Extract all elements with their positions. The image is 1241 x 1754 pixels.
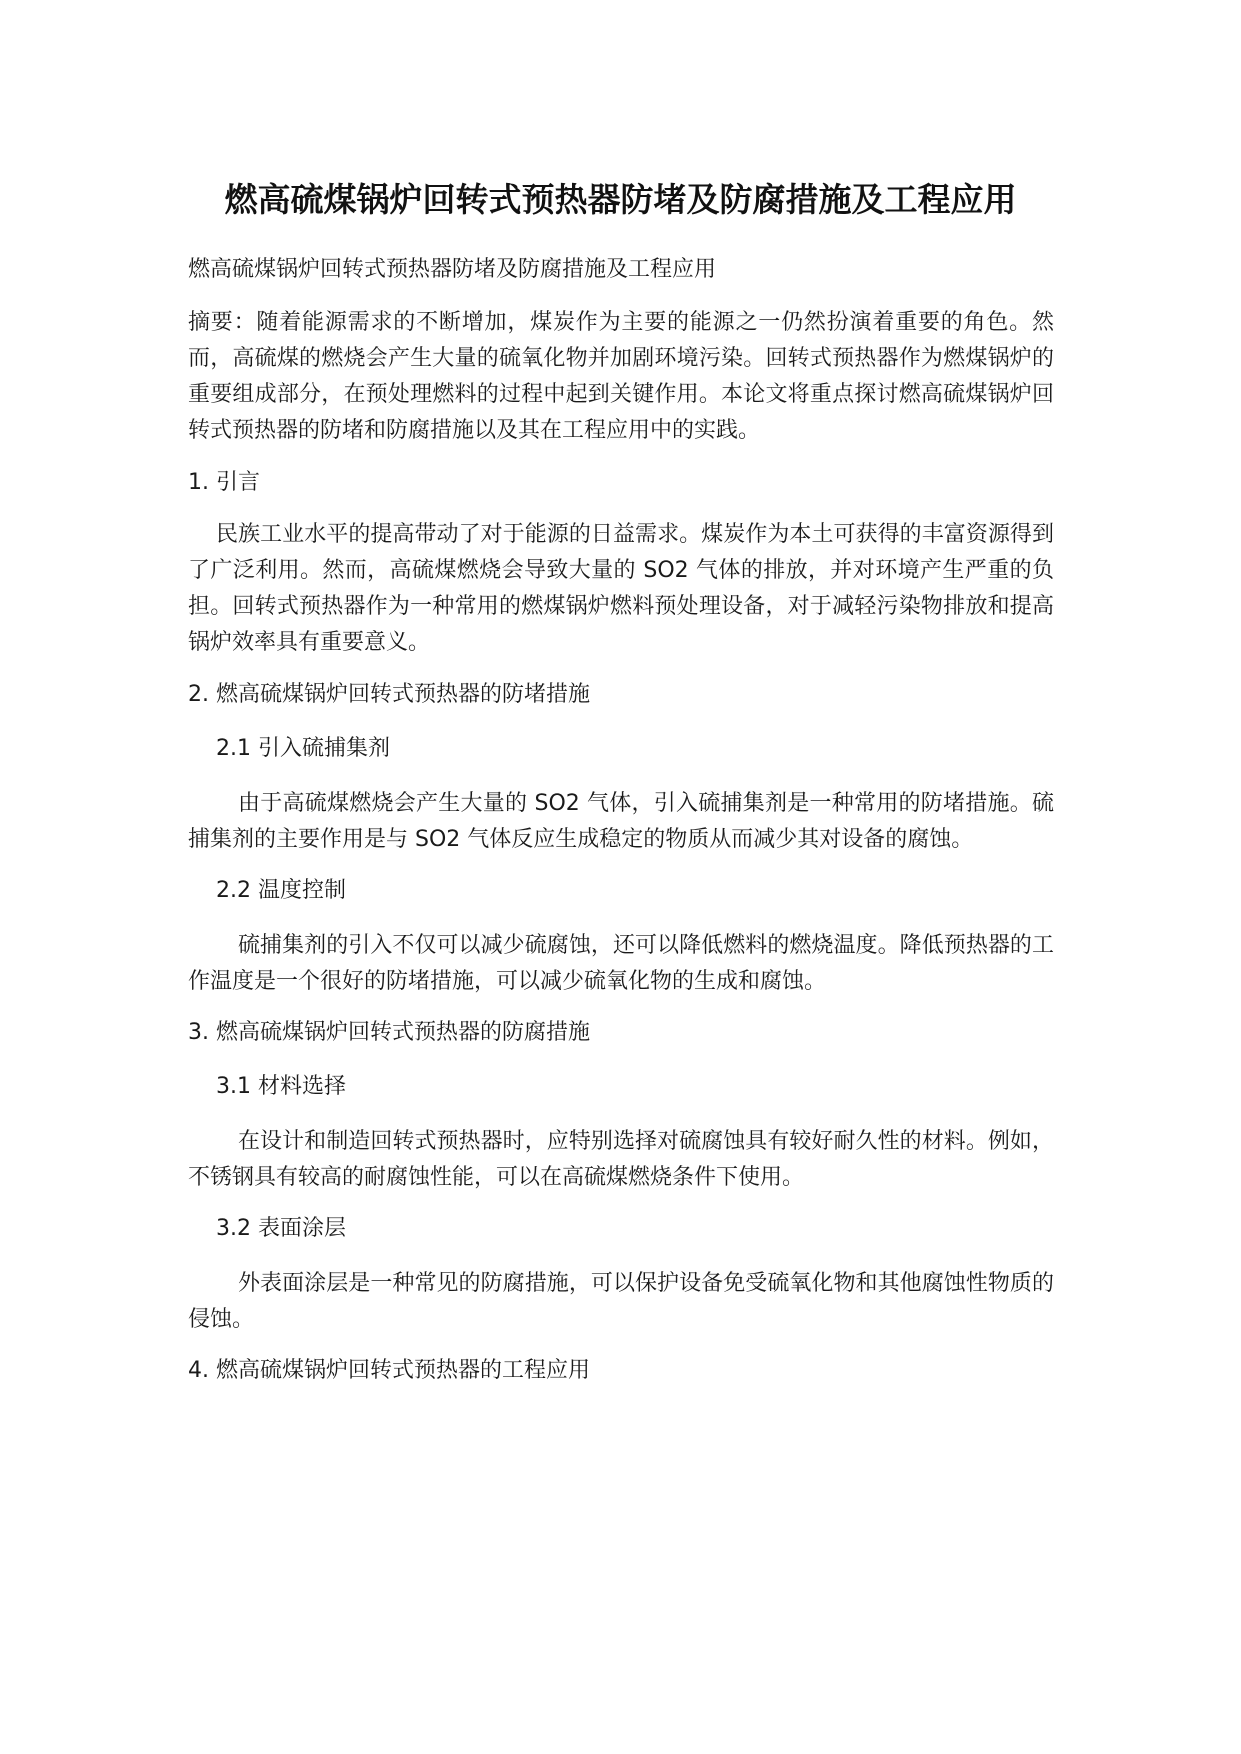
section-2-1-paragraph: 由于高硫煤燃烧会产生大量的 SO2 气体，引入硫捕集剂是一种常用的防堵措施。硫捕集剂的主要作用是与 SO2 气体反应生成稳定的物质从而减少其对设备的腐蚀。	[188, 791, 1054, 852]
section-3-2-paragraph: 外表面涂层是一种常见的防腐措施，可以保护设备免受硫氧化物和其他腐蚀性物质的侵蚀。	[188, 1271, 1054, 1332]
section-2-heading: 2. 燃高硫煤锅炉回转式预热器的防堵措施	[188, 682, 590, 707]
abstract-paragraph: 摘要：随着能源需求的不断增加，煤炭作为主要的能源之一仍然扮演着重要的角色。然而，高硫煤的燃烧会产生大量的硫氧化物并加剧环境污染。回转式预热器作为燃煤锅炉的重要组成部分，在预处理燃料的过程中起到关键作用。本论文将重点探讨燃高硫煤锅炉回转式预热器的防堵和防腐措施以及其在工程应用中的实践。	[188, 310, 1054, 443]
section-2-2-paragraph: 硫捕集剂的引入不仅可以减少硫腐蚀，还可以降低燃料的燃烧温度。降低预热器的工作温度是一个很好的防堵措施，可以减少硫氧化物的生成和腐蚀。	[188, 933, 1054, 994]
section-1-heading: 1. 引言	[188, 470, 260, 495]
section-3-1-paragraph: 在设计和制造回转式预热器时，应特别选择对硫腐蚀具有较好耐久性的材料。例如，不锈钢具有较高的耐腐蚀性能，可以在高硫煤燃烧条件下使用。	[188, 1129, 1054, 1190]
page-title: 燃高硫煤锅炉回转式预热器防堵及防腐措施及工程应用	[224, 180, 1017, 219]
section-2-2-heading: 2.2 温度控制	[216, 878, 346, 903]
section-4-heading: 4. 燃高硫煤锅炉回转式预热器的工程应用	[188, 1358, 590, 1383]
section-1-paragraph: 民族工业水平的提高带动了对于能源的日益需求。煤炭作为本土可获得的丰富资源得到了广泛利用。然而，高硫煤燃烧会导致大量的 SO2 气体的排放，并对环境产生严重的负担。回转式预热器作为一种常用的燃煤锅炉燃料预处理设备，对于减轻污染物排放和提高锅炉效率具有重要意义。	[188, 522, 1054, 655]
section-2-1-heading: 2.1 引入硫捕集剂	[216, 736, 390, 761]
document-subtitle: 燃高硫煤锅炉回转式预热器防堵及防腐措施及工程应用	[188, 257, 717, 282]
section-3-1-heading: 3.1 材料选择	[216, 1074, 346, 1099]
section-3-2-heading: 3.2 表面涂层	[216, 1216, 346, 1241]
section-3-heading: 3. 燃高硫煤锅炉回转式预热器的防腐措施	[188, 1020, 590, 1045]
